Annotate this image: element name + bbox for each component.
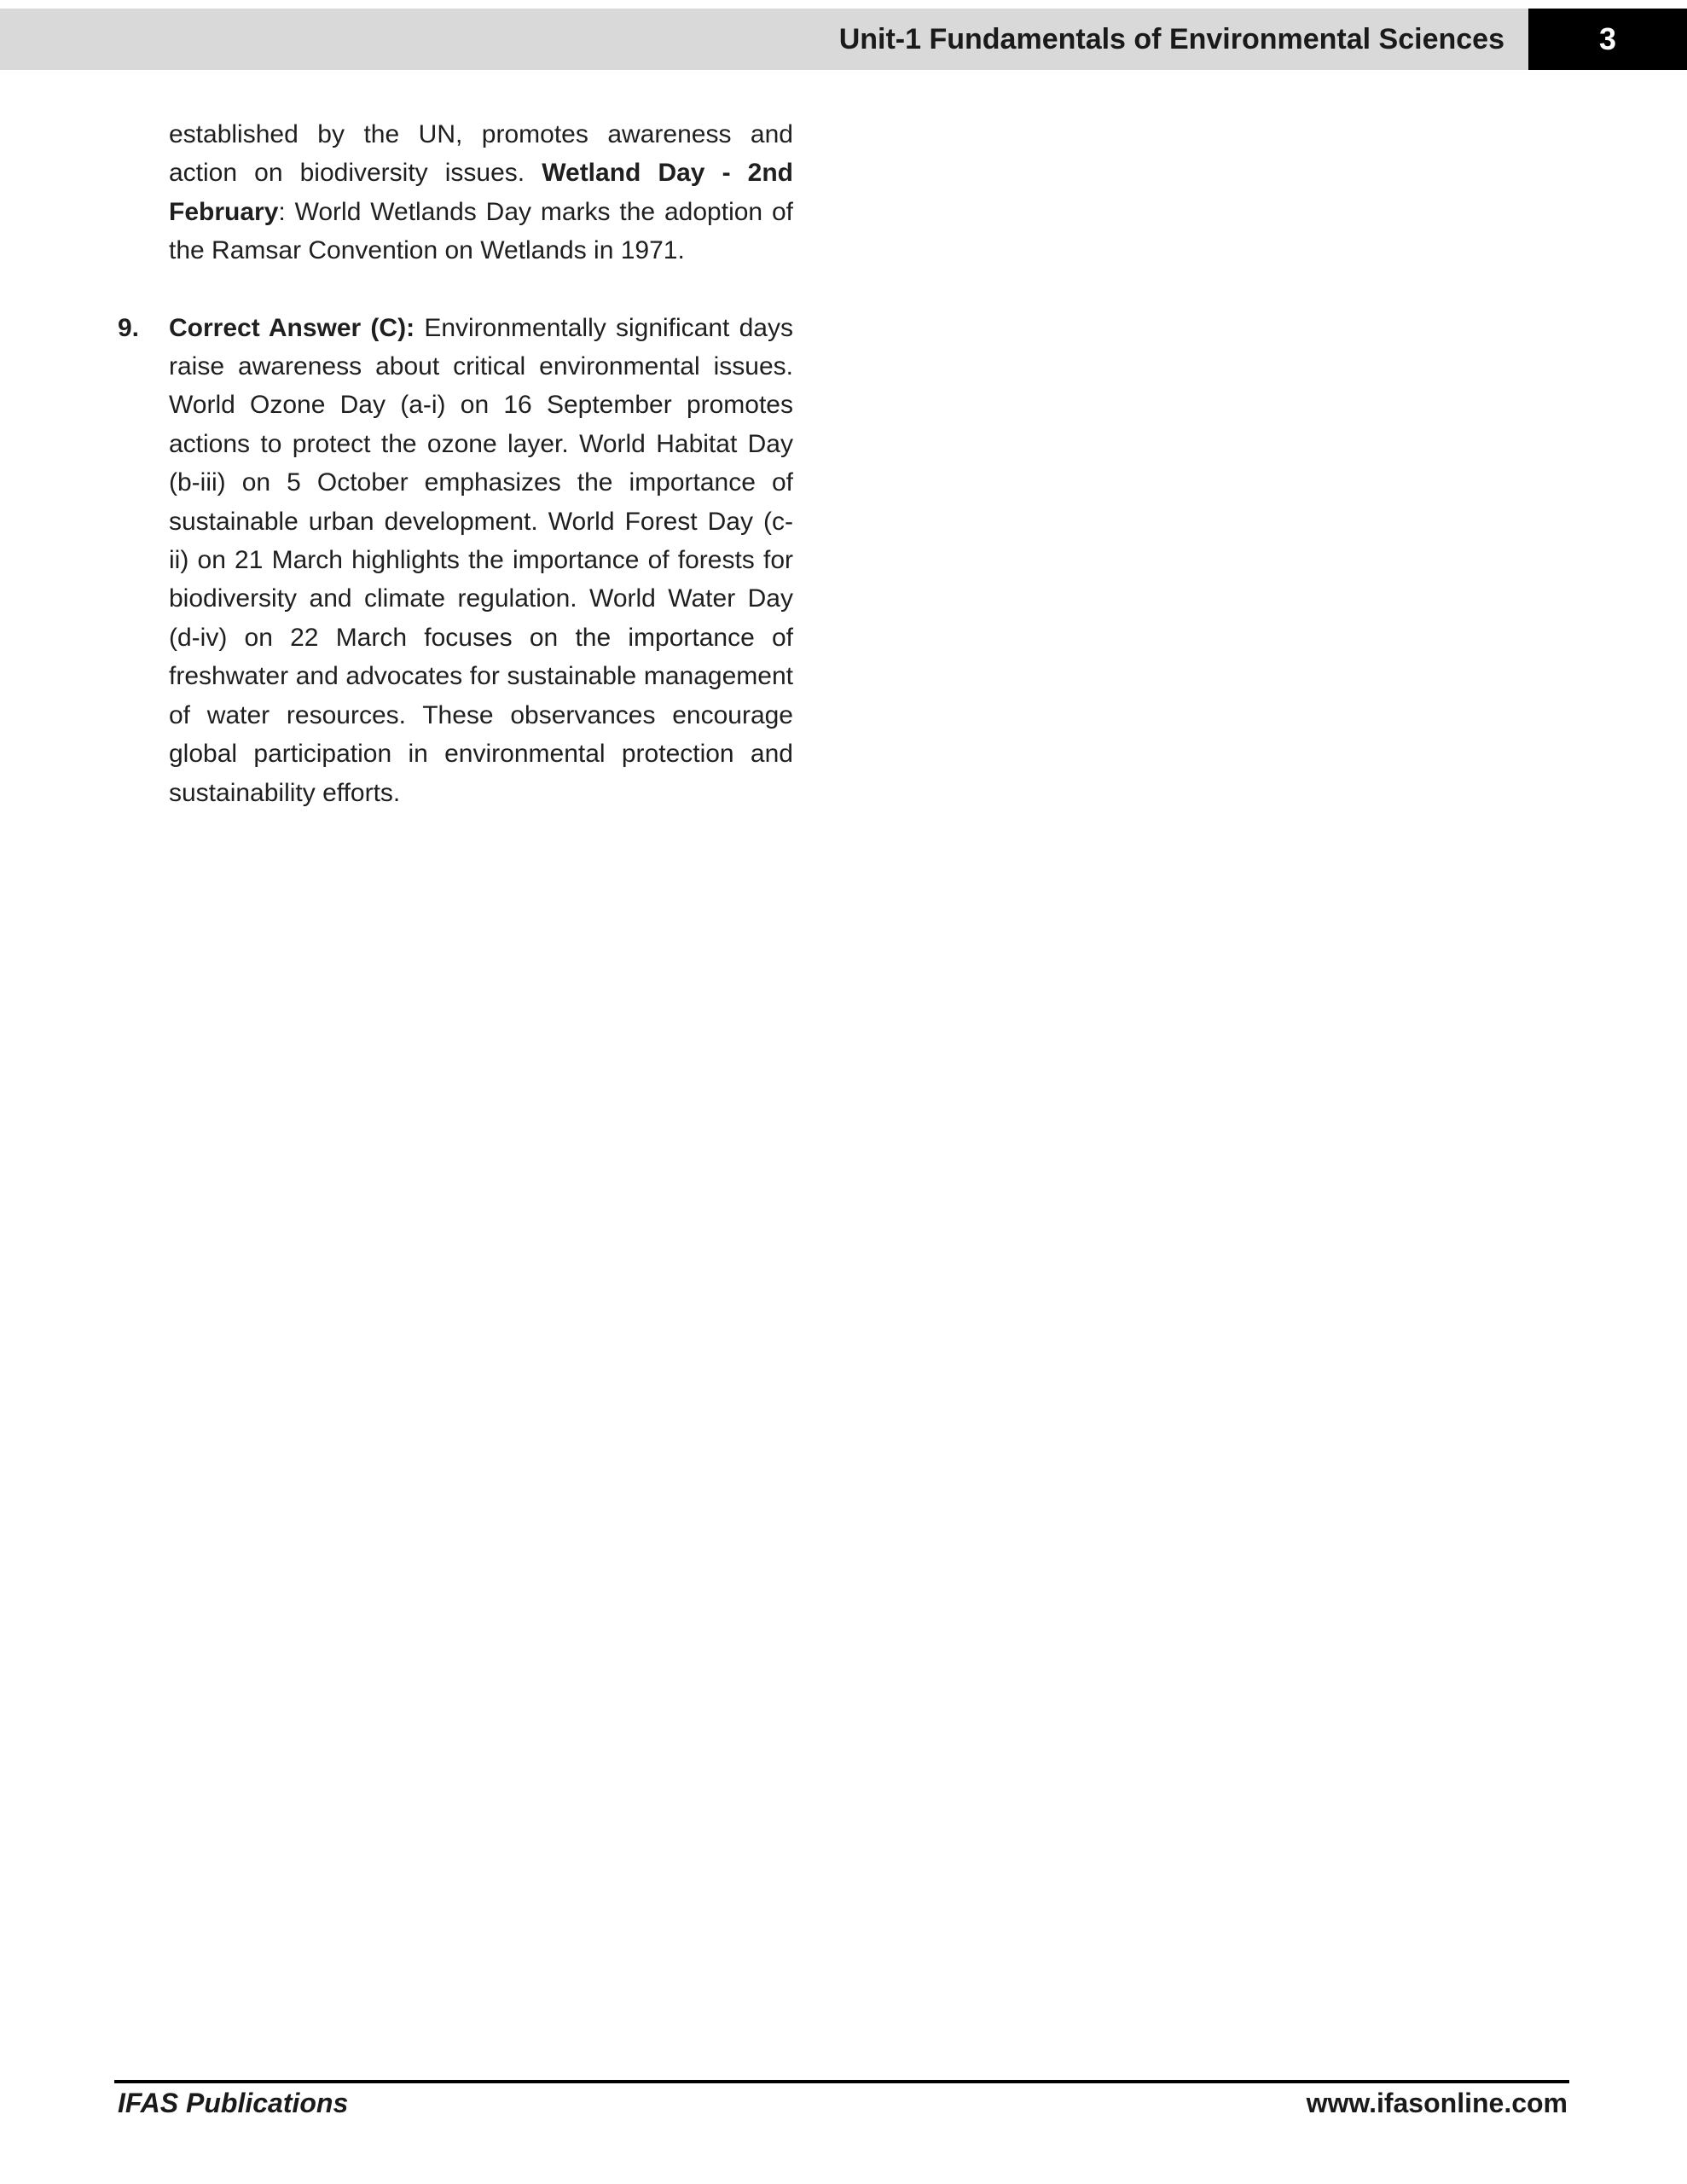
page-number: 3: [1598, 21, 1617, 56]
answer-number: 9.: [118, 313, 140, 342]
answer-item-9: [118, 309, 793, 812]
answer-explanation: Environmentally significant days raise awareness about critical environmental issues. World Ozone Day (a-i) on 16 September promotes actions to protect the ozone layer. World Habitat Day (b-iii) on 5 October emphasizes the importance of sustainable urban development. World Forest Day (c-ii) on 21 March highlights the importance of forests for biodiversity and climate regulation. World Water Day (d-iv) on 22 March focuses on the importance of freshwater and advocates for sustainable management of water resources. These observances encourage global participation in environmental protection and sustainability efforts.: [169, 313, 793, 807]
continued-paragraph: [169, 115, 793, 270]
footer-publisher: IFAS Publications: [118, 2088, 349, 2118]
wetland-day-term: Wetland Day - 2nd February: [169, 159, 793, 226]
answer-label: Correct Answer (C):: [169, 313, 415, 342]
page-number-box: [1528, 9, 1687, 70]
continued-text-start: established by the UN, promotes awareness and action on biodiversity issues.: [169, 120, 793, 188]
running-header-title: Unit-1 Fundamentals of Environmental Sciences: [838, 23, 1504, 55]
footer-website: www.ifasonline.com: [1306, 2088, 1568, 2118]
continued-text-end: : World Wetlands Day marks the adoption of the Ramsar Convention on Wetlands in 1971.: [169, 197, 793, 265]
footer-rule: [114, 2080, 1569, 2083]
text-column: [118, 115, 793, 812]
